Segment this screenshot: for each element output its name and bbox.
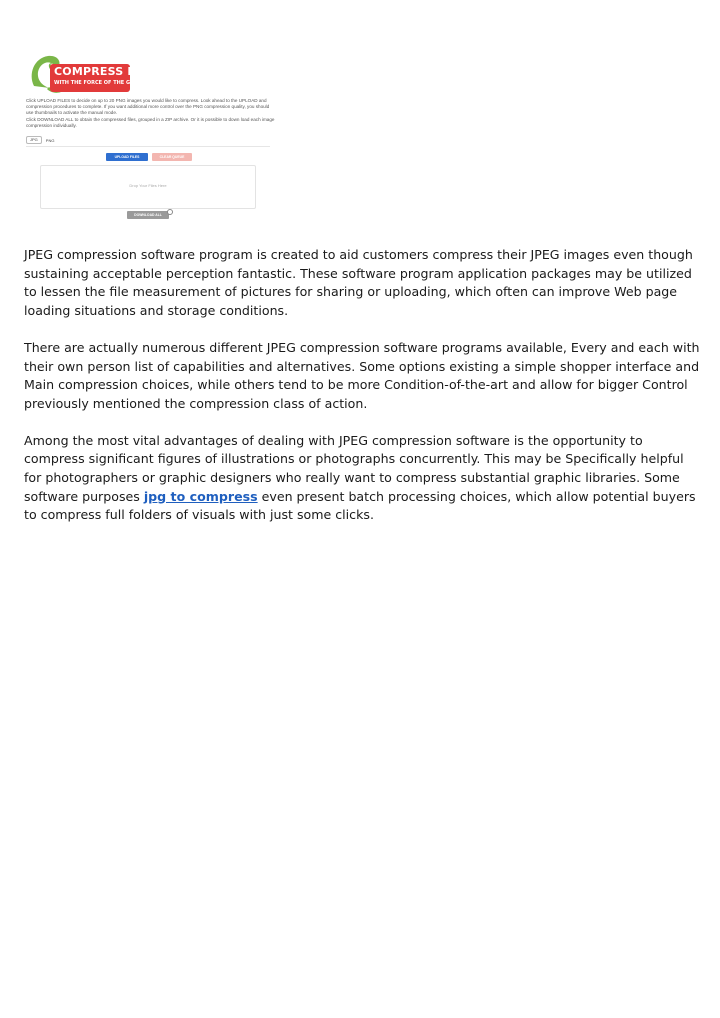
logo-subtitle: WITH THE FORCE OF THE GECKO — [54, 80, 146, 86]
format-chip-jpg[interactable]: JPG — [26, 136, 42, 144]
paragraph-3-text-end: even present batch processing choices, which allow potential buyers to compress full folders of visuals with just some clicks. — [24, 488, 696, 523]
instruction-text: Click UPLOAD FILES to decide on up to 20 PNG images you would like to compress. Look ahead to the UPLOAD and compression procedures to complete. If you want additional more control over the PNG compression quality, you should use thumbnails to activate the manual mode. — [26, 98, 270, 116]
logo-title: COMPRESS PNG — [54, 65, 155, 78]
article-body — [24, 246, 700, 543]
download-all-button[interactable]: DOWNLOAD ALL — [127, 211, 169, 219]
upload-instructions — [26, 98, 276, 129]
file-dropzone[interactable] — [40, 165, 256, 209]
paragraph-1: JPEG compression software program is created to aid customers compress their JPEG images even though sustaining acceptable perception fantastic. These software program application packages may be utilized to lessen the file measurement of pictures for sharing or uploading, which often can improve Web page loading situations and storage conditions. — [24, 247, 693, 319]
upload-files-button[interactable]: UPLOAD FILES — [106, 153, 148, 161]
instruction-text: Click DOWNLOAD ALL to obtain the compressed files, grouped in a ZIP archive. Or it is possible to down load each image compression individually. — [26, 116, 275, 128]
format-selector — [26, 136, 54, 144]
clear-queue-button[interactable]: CLEAR QUEUE — [152, 153, 192, 161]
compress-png-logo — [28, 50, 155, 96]
dropzone-text: Drop Your Files Here — [129, 183, 167, 188]
jpg-to-compress-link[interactable]: jpg to compress — [143, 488, 258, 504]
compress-png-screenshot — [24, 44, 276, 224]
paragraph-3 — [24, 432, 700, 526]
paragraph-3-text: Among the most vital advantages of dealing with JPEG compression software is the opportunity to compress significant figures of illustrations or photographs concurrently. This may be Specifically helpful for photographers or graphic designers who really want to compress substantial graphic libraries. Some software purposes — [24, 432, 684, 504]
format-label-png[interactable]: PNG — [45, 137, 55, 143]
download-count-badge — [167, 209, 173, 215]
paragraph-2: There are actually numerous different JPEG compression software programs available, Every and each with their own person list of capabilities and alternatives. Some options existing a simple shopper interface and Main compression choices, while others tend to be more Condition-of-the-art and allow for bigger Control previously mentioned the compression class of action. — [24, 339, 700, 411]
upload-panel — [26, 146, 270, 223]
